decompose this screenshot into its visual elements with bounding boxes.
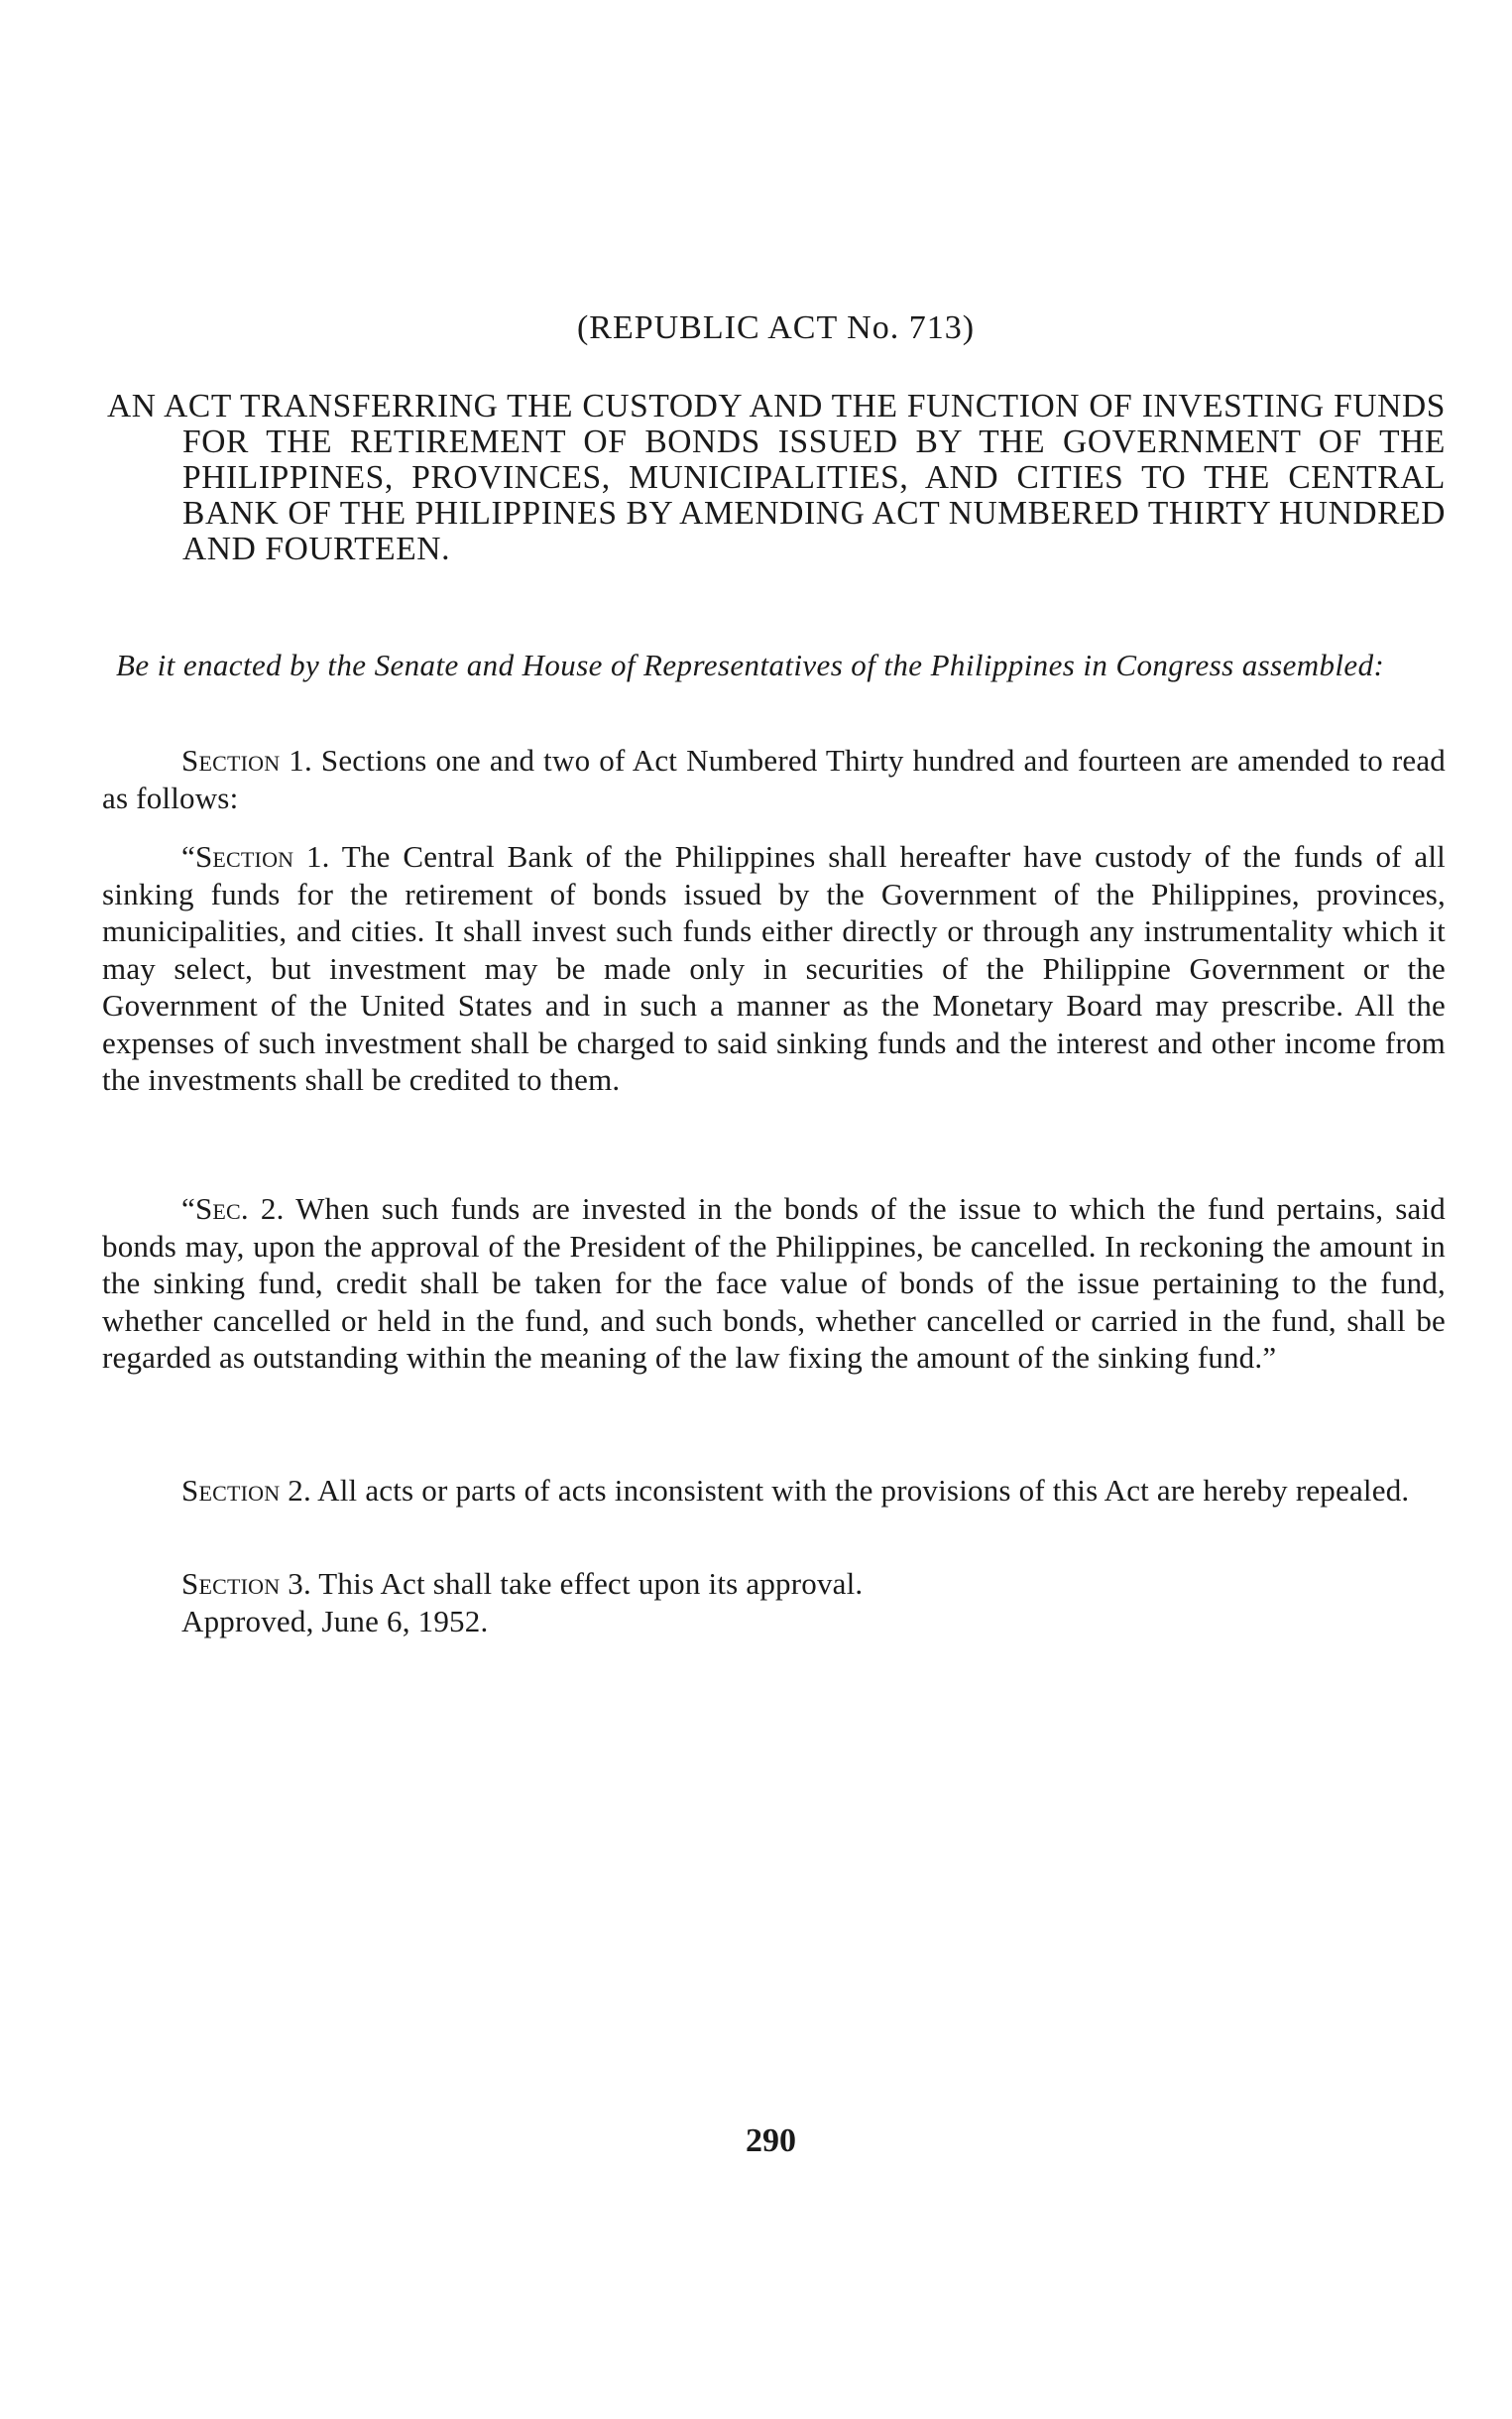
approval-date: Approved, June 6, 1952. (181, 1604, 489, 1638)
quoted-section-2-label: “Sec. 2. (181, 1191, 285, 1226)
quoted-section-1-label: “Section 1. (181, 839, 330, 874)
section-3-paragraph (102, 1565, 1446, 1603)
enacting-clause: Be it enacted by the Senate and House of Representatives of the Philippines in Congress assembled: (116, 648, 1385, 682)
quoted-section-2-text: When such funds are invested in the bonds of the issue to which the fund pertains, said bonds may, upon the approval of the President of the Philippines, be cancelled. In reckoning the amount in the sinking fund, credit shall be taken for the face value of bonds of the issue pertaining to the fund, whether cancelled or held in the fund, and such bonds, whether cancelled or carried in the fund, shall be regarded as outstanding within the meaning of the law fixing the amount of the sinking fund.” (102, 1191, 1446, 1375)
section-1-paragraph (102, 742, 1446, 816)
section-2-text: All acts or parts of acts inconsistent with the provisions of this Act are hereby repealed. (317, 1473, 1410, 1508)
section-2-label: Section 2. (181, 1473, 311, 1508)
section-1-text: Sections one and two of Act Numbered Thirty hundred and fourteen are amended to read as follows: (102, 743, 1447, 815)
act-number-heading: (REPUBLIC ACT No. 713) (576, 309, 976, 346)
quoted-section-1-paragraph (102, 838, 1446, 1099)
page-number: 290 (746, 2122, 796, 2159)
quoted-section-2-paragraph (102, 1190, 1446, 1377)
section-3-text: This Act shall take effect upon its approval. (318, 1566, 864, 1601)
act-title-first-word: AN (107, 388, 157, 424)
act-title-text: ACT TRANSFERRING THE CUSTODY AND THE FUNCTION OF INVESTING FUNDS FOR THE RETIREMENT OF BONDS ISSUED BY THE GOVERNMENT OF THE PHILIPPINES, PROVINCES, MUNICIPALITIES, AND CITIES TO THE CENTRAL BANK OF THE PHILIPPINES BY AMENDING ACT NUMBERED THIRTY HUNDRED AND FOURTEEN. (164, 388, 1446, 567)
section-2-paragraph (102, 1472, 1446, 1510)
act-title (107, 389, 1446, 567)
section-1-label: Section 1. (181, 743, 312, 778)
section-3-label: Section 3. (181, 1566, 311, 1601)
quoted-section-1-text: The Central Bank of the Philippines shall hereafter have custody of the funds of all sinking funds for the retirement of bonds issued by the Government of the Philippines, provinces, municipalities, and cities. It shall invest such funds either directly or through any instrumentality which it may select, but investment may be made only in securities of the Philippine Government or the Government of the United States and in such a manner as the Monetary Board may prescribe. All the expenses of such investment shall be charged to said sinking funds and the interest and other income from the investments shall be credited to them. (102, 839, 1446, 1097)
